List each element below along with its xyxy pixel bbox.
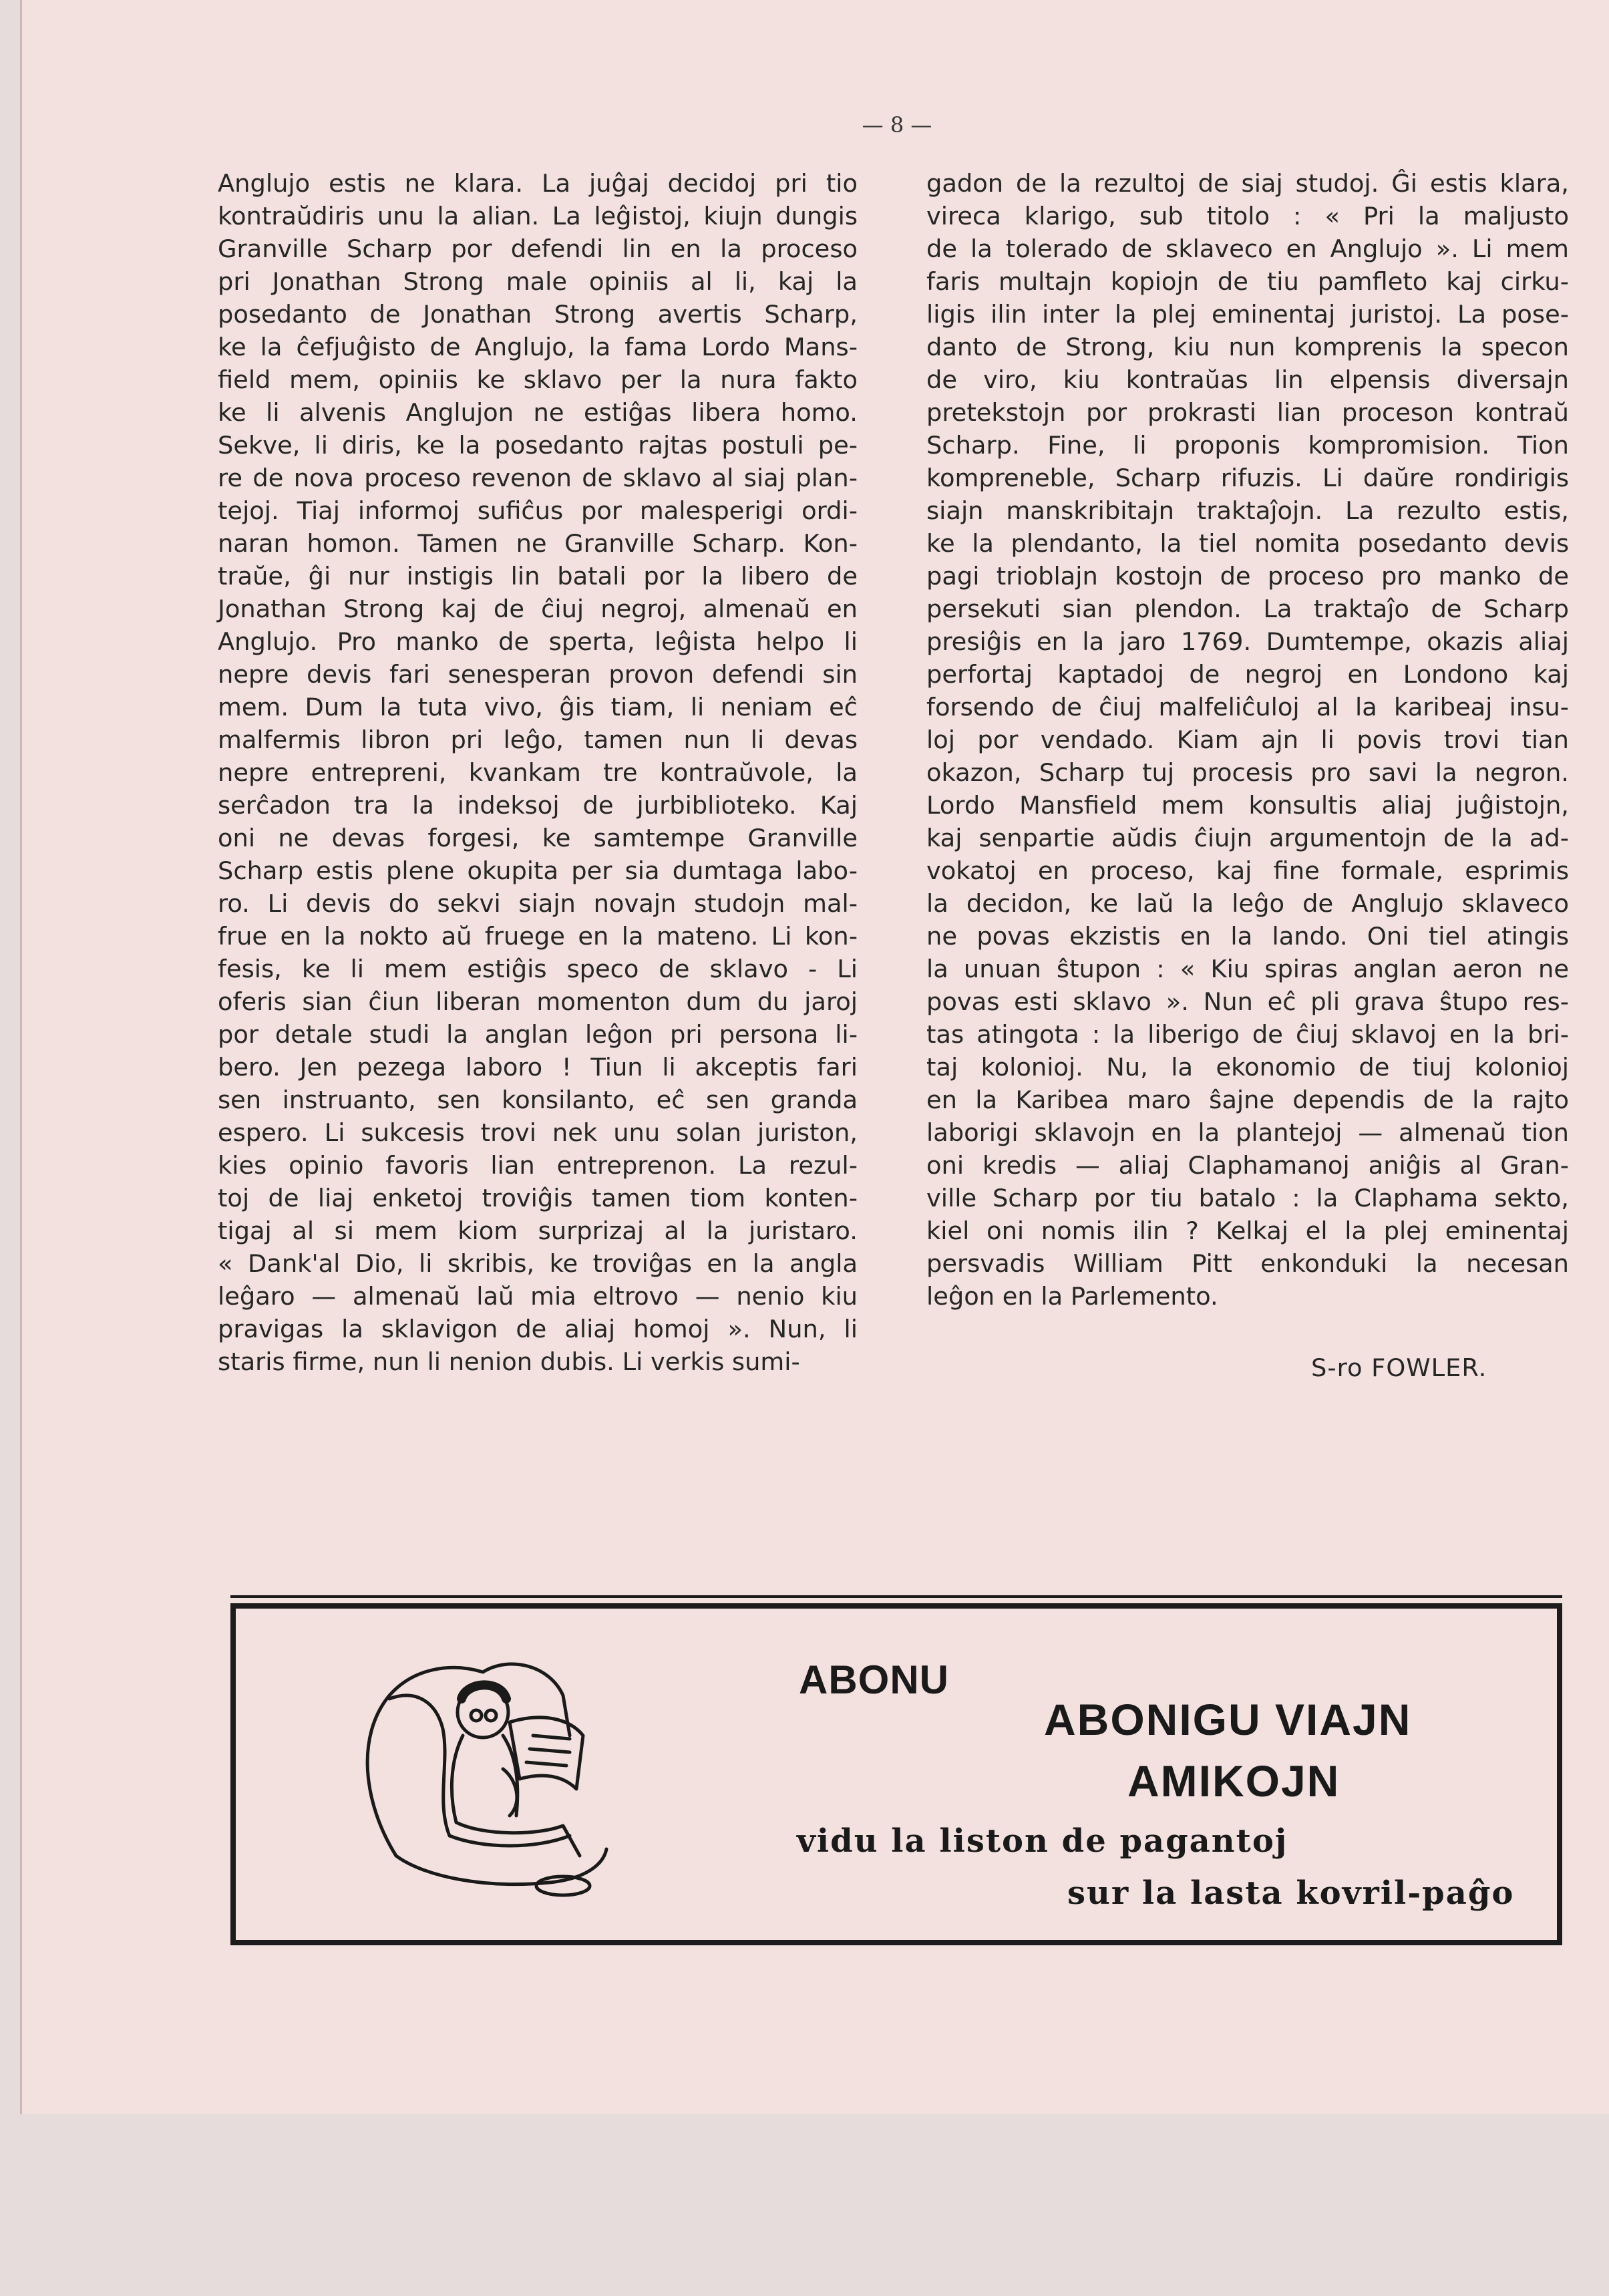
ad-line-2: AMIKOJN: [1127, 1756, 1340, 1806]
article-line: ro. Li devis do sekvi siajn novajn studojn mal-: [218, 889, 858, 918]
article-line: field mem, opiniis ke sklavo per la nura fakto: [218, 365, 858, 394]
article-line: pravigas la sklavigon de aliaj homoj ». Nun, li: [218, 1315, 858, 1343]
subscription-advertisement: [230, 1603, 1562, 1945]
article-line: tigaj al si mem kiom surprizaj al la juristaro.: [218, 1216, 858, 1245]
article-line: kaj senpartie aŭdis ĉiujn argumentojn de la ad-: [926, 824, 1569, 852]
article-line: kiel oni nomis ilin ? Kelkaj el la plej eminentaj: [926, 1216, 1569, 1245]
article-line: taj kolonioj. Nu, la ekonomio de tiuj kolonioj: [926, 1053, 1569, 1082]
article-line: « Dank'al Dio, li skribis, ke troviĝas en la angla: [218, 1249, 858, 1278]
article-line: ville Scharp por tiu batalo : la Claphama sekto,: [926, 1184, 1569, 1212]
article-right-column: [926, 167, 1569, 1313]
article-line: faris multajn kopiojn de tiu pamfleto kaj cirku-: [926, 267, 1569, 296]
article-line: Scharp. Fine, li proponis kompromision. Tion: [926, 431, 1569, 460]
article-line: traŭe, ĝi nur instigis lin batali por la libero de: [218, 562, 858, 591]
article-line: malfermis libron pri leĝo, tamen nun li devas: [218, 725, 858, 754]
article-line: ligis ilin inter la plej eminentaj juristoj. La pose-: [926, 300, 1569, 329]
article-line: re de nova proceso revenon de sklavo al siaj plan-: [218, 464, 858, 492]
article-line: perfortaj kaptadoj de negroj en Londono kaj: [926, 660, 1569, 689]
article-line: Sekve, li diris, ke la posedanto rajtas postuli pe-: [218, 431, 858, 460]
article-line: por detale studi la anglan leĝon pri persona li-: [218, 1020, 858, 1049]
ad-line-4: sur la lasta kovril-paĝo: [1067, 1874, 1515, 1912]
article-line: forsendo de ĉiuj malfeliĉuloj al la karibeaj insu-: [926, 693, 1569, 721]
article-line: la unuan ŝtupon : « Kiu spiras anglan aeron ne: [926, 955, 1569, 983]
article-line: siajn manskribitajn traktaĵojn. La rezulto estis,: [926, 496, 1569, 525]
article-line: serĉadon tra la indeksoj de jurbiblioteko. Kaj: [218, 791, 858, 820]
article-line: de viro, kiu kontraŭas lin elpensis diversajn: [926, 365, 1569, 394]
article-line: fesis, ke li mem estiĝis speco de sklavo - Li: [218, 955, 858, 983]
article-line: naran homon. Tamen ne Granville Scharp. Kon-: [218, 529, 858, 558]
ad-heading: ABONU: [799, 1657, 949, 1702]
article-line: Anglujo. Pro manko de sperta, leĝista helpo li: [218, 627, 858, 656]
page-number: — 8 —: [862, 112, 932, 138]
article-line: vokatoj en proceso, kaj fine formale, esprimis: [926, 856, 1569, 885]
article-line: gadon de la rezultoj de siaj studoj. Ĝi estis klara,: [926, 169, 1569, 198]
article-line: Scharp estis plene okupita per sia dumtaga labo-: [218, 856, 858, 885]
article-line: frue en la nokto aŭ fruege en la mateno. Li kon-: [218, 922, 858, 951]
article-line: okazon, Scharp tuj procesis pro savi la negron.: [926, 758, 1569, 787]
article-line: presiĝis en la jaro 1769. Dumtempe, okazis aliaj: [926, 627, 1569, 656]
ad-line-1: ABONIGU VIAJN: [1044, 1695, 1412, 1744]
article-line: persvadis William Pitt enkonduki la necesan: [926, 1249, 1569, 1278]
article-line: Jonathan Strong kaj de ĉiuj negroj, almenaŭ en: [218, 595, 858, 623]
article-line: ke la ĉefjuĝisto de Anglujo, la fama Lordo Mans-: [218, 333, 858, 361]
article-line: kies opinio favoris lian entreprenon. La rezul-: [218, 1151, 858, 1180]
article-line: Lordo Mansfield mem konsultis aliaj juĝistojn,: [926, 791, 1569, 820]
article-line: mem. Dum la tuta vivo, ĝis tiam, li neniam eĉ: [218, 693, 858, 721]
article-line: oni ne devas forgesi, ke samtempe Granville: [218, 824, 858, 852]
article-line: tejoj. Tiaj informoj sufiĉus por malesperigi ordi-: [218, 496, 858, 525]
article-line: Granville Scharp por defendi lin en la proceso: [218, 234, 858, 263]
magazine-page: [20, 0, 1609, 2114]
article-line: danto de Strong, kiu nun komprenis la specon: [926, 333, 1569, 361]
article-line: pri Jonathan Strong male opiniis al li, kaj la: [218, 267, 858, 296]
article-line: kompreneble, Scharp rifuzis. Li daŭre rondirigis: [926, 464, 1569, 492]
article-line: la decidon, ke laŭ la leĝo de Anglujo sklaveco: [926, 889, 1569, 918]
article-line: pretekstojn por prokrasti lian proceson kontraŭ: [926, 398, 1569, 427]
article-line: Anglujo estis ne klara. La juĝaj decidoj pri tio: [218, 169, 858, 198]
article-line: oferis sian ĉiun liberan momenton dum du jaroj: [218, 987, 858, 1016]
article-line: de la tolerado de sklaveco en Anglujo ». Li mem: [926, 234, 1569, 263]
article-line: espero. Li sukcesis trovi nek unu solan juriston,: [218, 1118, 858, 1147]
article-line: loj por vendado. Kiam ajn li povis trovi tian: [926, 725, 1569, 754]
article-line: toj de liaj enketoj troviĝis tamen tiom konten-: [218, 1184, 858, 1212]
article-line: leĝaro — almenaŭ laŭ mia eltrovo — nenio kiu: [218, 1282, 858, 1311]
article-line: posedanto de Jonathan Strong avertis Scharp,: [218, 300, 858, 329]
article-line: kontraŭdiris unu la alian. La leĝistoj, kiujn dungis: [218, 202, 858, 230]
article-line: ke la plendanto, la tiel nomita posedanto devis: [926, 529, 1569, 558]
reader-in-armchair-icon: [349, 1635, 643, 1929]
article-line: sen instruanto, sen konsilanto, eĉ sen granda: [218, 1086, 858, 1114]
article-line: pagi trioblajn kostojn de proceso pro manko de: [926, 562, 1569, 591]
article-line: tas atingota : la liberigo de ĉiuj sklavoj en la bri-: [926, 1020, 1569, 1049]
article-line: en la Karibea maro ŝajne dependis de la rajto: [926, 1086, 1569, 1114]
article-left-column: [218, 167, 858, 1378]
article-line: povas esti sklavo ». Nun eĉ pli grava ŝtupo res-: [926, 987, 1569, 1016]
author-signature: S-ro FOWLER.: [1311, 1353, 1487, 1382]
article-line: ne povas ekzistis en la lando. Oni tiel atingis: [926, 922, 1569, 951]
article-line: oni kredis — aliaj Claphamanoj aniĝis al Gran-: [926, 1151, 1569, 1180]
ad-line-3: vidu la liston de pagantoj: [797, 1822, 1288, 1860]
article-line: staris firme, nun li nenion dubis. Li verkis sumi-: [218, 1347, 800, 1376]
article-line: vireca klarigo, sub titolo : « Pri la maljusto: [926, 202, 1569, 230]
article-line: persekuti sian plendon. La traktaĵo de Scharp: [926, 595, 1569, 623]
article-line: nepre entrepreni, kvankam tre kontraŭvole, la: [218, 758, 858, 787]
article-line: bero. Jen pezega laboro ! Tiun li akceptis fari: [218, 1053, 858, 1082]
article-line: laborigi sklavojn en la plantejoj — almenaŭ tion: [926, 1118, 1569, 1147]
article-line: nepre devis fari senesperan provon defendi sin: [218, 660, 858, 689]
article-line: ke li alvenis Anglujon ne estiĝas libera homo.: [218, 398, 858, 427]
article-line: leĝon en la Parlemento.: [926, 1282, 1218, 1311]
